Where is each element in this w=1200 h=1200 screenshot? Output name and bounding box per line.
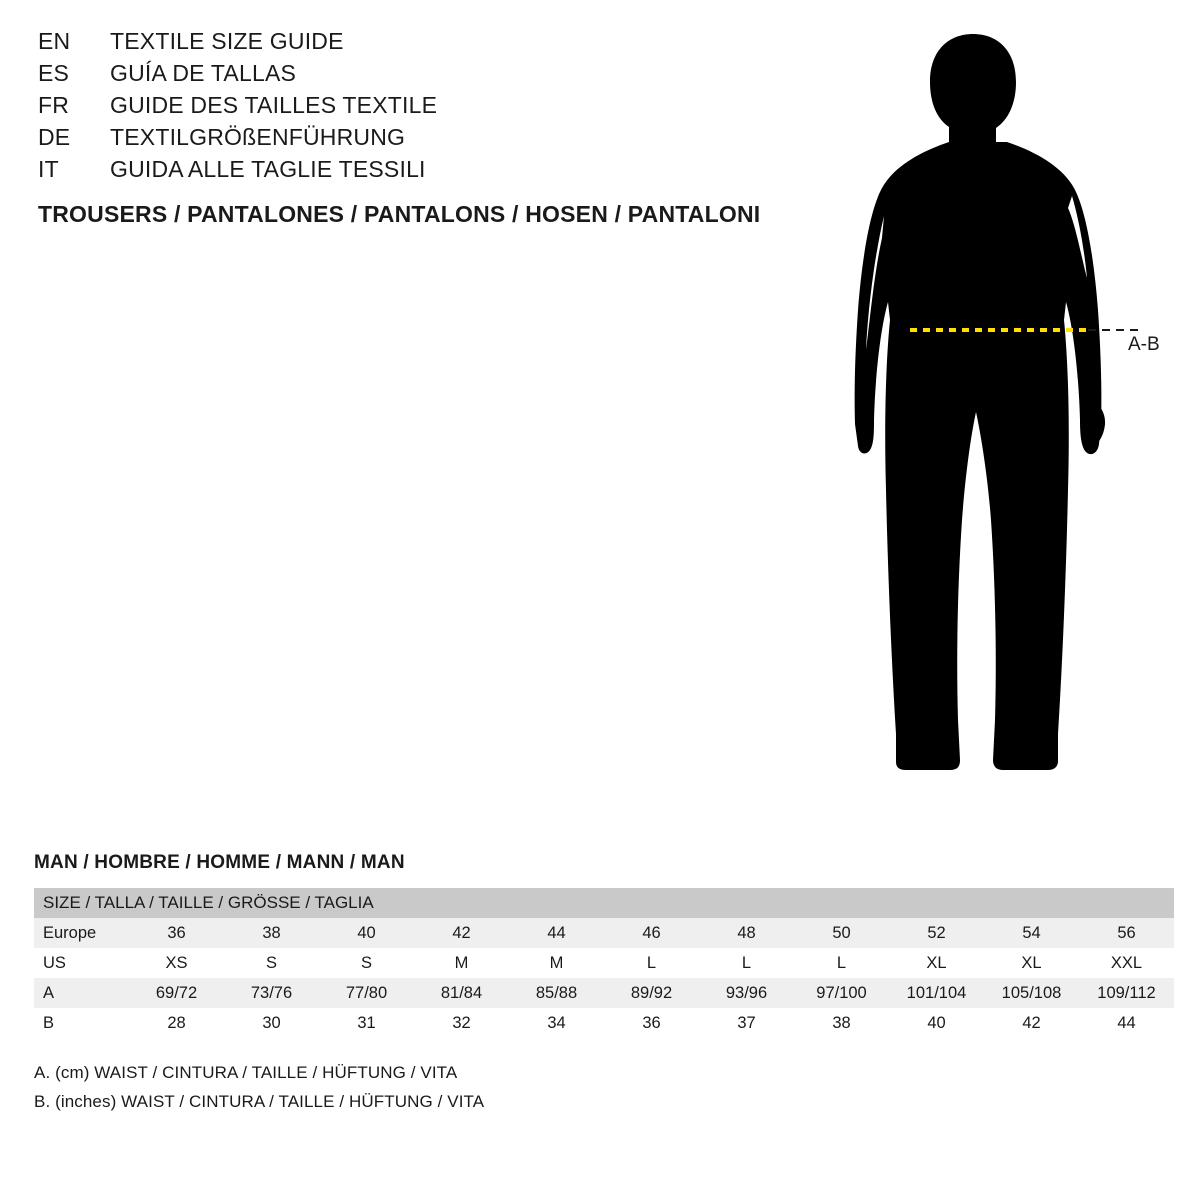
table-cell: S: [319, 948, 414, 978]
table-cell: S: [224, 948, 319, 978]
table-cell: XXL: [1079, 948, 1174, 978]
language-title: GUÍA DE TALLAS: [110, 60, 297, 86]
footnote-a: A. (cm) WAIST / CINTURA / TAILLE / HÜFTUNG / VITA: [34, 1063, 458, 1082]
footnote-b: B. (inches) WAIST / CINTURA / TAILLE / HÜFTUNG / VITA: [34, 1092, 485, 1112]
table-cell: 32: [414, 1008, 509, 1038]
table-cell: 93/96: [699, 978, 794, 1008]
table-cell: 48: [699, 918, 794, 948]
language-row: [38, 124, 798, 156]
table-cell: 28: [129, 1008, 224, 1038]
table-cell: 31: [319, 1008, 414, 1038]
language-title: TEXTILE SIZE GUIDE: [110, 28, 344, 54]
row-label: A: [34, 978, 129, 1008]
language-title: GUIDA ALLE TAGLIE TESSILI: [110, 156, 426, 182]
language-title-block: [38, 28, 798, 228]
table-cell: XL: [984, 948, 1079, 978]
table-cell: 105/108: [984, 978, 1079, 1008]
footnotes: [34, 1058, 1174, 1116]
table-cell: 81/84: [414, 978, 509, 1008]
table-header-label: SIZE / TALLA / TAILLE / GRÖSSE / TAGLIA: [34, 888, 1174, 918]
table-cell: L: [794, 948, 889, 978]
table-cell: 77/80: [319, 978, 414, 1008]
table-row: [34, 918, 1174, 948]
table-header-row: [34, 888, 1174, 918]
table-cell: XL: [889, 948, 984, 978]
language-code: DE: [38, 124, 71, 150]
language-title: GUIDE DES TAILLES TEXTILE: [110, 92, 438, 118]
table-row: [34, 948, 1174, 978]
male-silhouette-icon: [810, 20, 1200, 810]
table-cell: 30: [224, 1008, 319, 1038]
language-code: EN: [38, 28, 71, 54]
table-cell: 109/112: [1079, 978, 1174, 1008]
language-row: [38, 156, 798, 188]
table-cell: 34: [509, 1008, 604, 1038]
gender-title: MAN / HOMBRE / HOMME / MANN / MAN: [34, 852, 405, 873]
language-code: ES: [38, 60, 70, 86]
table-cell: 54: [984, 918, 1079, 948]
figure-area: [810, 20, 1200, 810]
table-row: [34, 978, 1174, 1008]
table-cell: 36: [129, 918, 224, 948]
language-row: [38, 92, 798, 124]
table-cell: 40: [319, 918, 414, 948]
row-label: Europe: [34, 918, 129, 948]
table-cell: 85/88: [509, 978, 604, 1008]
table-cell: 101/104: [889, 978, 984, 1008]
size-table: [34, 888, 1174, 1038]
garment-type-title: TROUSERS / PANTALONES / PANTALONS / HOSEN / PANTALONI: [38, 201, 761, 227]
language-row: [38, 28, 798, 60]
language-row: [38, 60, 798, 92]
language-code: FR: [38, 92, 70, 118]
ab-measure-label: A-B: [1128, 334, 1160, 355]
table-cell: L: [604, 948, 699, 978]
table-cell: 52: [889, 918, 984, 948]
table-cell: 42: [984, 1008, 1079, 1038]
table-cell: 89/92: [604, 978, 699, 1008]
table-cell: M: [509, 948, 604, 978]
table-cell: 38: [224, 918, 319, 948]
table-cell: 73/76: [224, 978, 319, 1008]
table-cell: 44: [509, 918, 604, 948]
table-cell: 37: [699, 1008, 794, 1038]
table-cell: 36: [604, 1008, 699, 1038]
table-cell: 46: [604, 918, 699, 948]
table-cell: 56: [1079, 918, 1174, 948]
table-cell: 69/72: [129, 978, 224, 1008]
language-title: TEXTILGRÖßENFÜHRUNG: [110, 124, 406, 150]
table-row: [34, 1008, 1174, 1038]
size-table-section: [34, 852, 1174, 1116]
table-cell: 40: [889, 1008, 984, 1038]
table-cell: 42: [414, 918, 509, 948]
row-label: B: [34, 1008, 129, 1038]
table-cell: XS: [129, 948, 224, 978]
table-cell: L: [699, 948, 794, 978]
language-code: IT: [38, 156, 59, 182]
table-cell: 50: [794, 918, 889, 948]
table-cell: 44: [1079, 1008, 1174, 1038]
table-cell: M: [414, 948, 509, 978]
row-label: US: [34, 948, 129, 978]
table-cell: 38: [794, 1008, 889, 1038]
table-cell: 97/100: [794, 978, 889, 1008]
